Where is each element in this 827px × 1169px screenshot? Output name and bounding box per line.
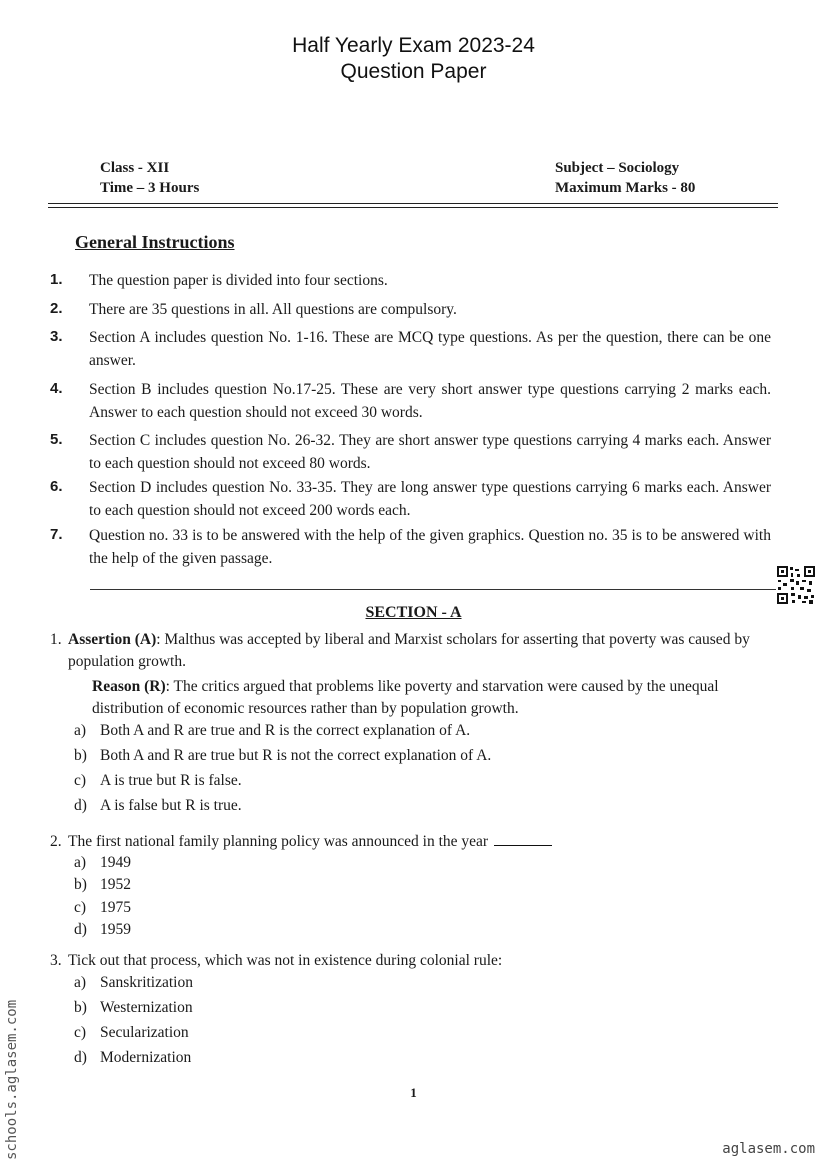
page-number: 1	[410, 1085, 417, 1100]
instruction-number: 7.	[50, 526, 63, 543]
option-text: 1952	[100, 876, 131, 893]
option-text: Sanskritization	[100, 974, 193, 991]
instructions-heading: General Instructions	[75, 232, 235, 252]
option-text: 1949	[100, 854, 131, 871]
instruction-number: 2.	[50, 300, 63, 317]
instruction-number: 5.	[50, 431, 63, 448]
option-text: Both A and R are true but R is not the correct explanation of A.	[100, 747, 492, 764]
instruction-text: Section A includes question No. 1-16. These are MCQ type questions. As per the question, there can be one answer.	[89, 329, 771, 369]
question-2	[68, 831, 772, 853]
option-label: b)	[74, 876, 87, 893]
option-text: A is true but R is false.	[100, 772, 242, 789]
option-label: c)	[74, 1024, 87, 1041]
option-label: c)	[74, 899, 87, 916]
option-label: a)	[74, 854, 87, 871]
question-1-assertion	[68, 629, 772, 673]
side-watermark: schools.aglasem.com	[4, 999, 20, 1160]
section-a-title	[0, 604, 827, 622]
qr-code-icon	[776, 565, 816, 605]
instruction-text: There are 35 questions in all. All questions are compulsory.	[89, 301, 457, 318]
assertion-label: Assertion (A)	[68, 631, 157, 648]
option-item	[74, 874, 131, 896]
header-divider-top	[48, 203, 778, 204]
subject-label: Subject – Sociology	[555, 160, 680, 176]
question-1-reason	[92, 676, 772, 720]
option-label: d)	[74, 1049, 87, 1066]
option-text: 1975	[100, 899, 131, 916]
option-item	[74, 795, 242, 817]
marks-label: Maximum Marks - 80	[555, 180, 696, 196]
option-item	[74, 745, 491, 767]
instruction-text: The question paper is divided into four sections.	[89, 272, 388, 289]
option-label: d)	[74, 797, 87, 814]
instruction-number: 6.	[50, 478, 63, 495]
reason-text: : The critics argued that problems like poverty and starvation were caused by the unequal distribution of economic resources rather than by population growth.	[92, 678, 719, 717]
instruction-number: 4.	[50, 380, 63, 397]
paper-subtitle: Question Paper	[340, 60, 487, 83]
option-label: d)	[74, 921, 87, 938]
question-3: Tick out that process, which was not in existence during colonial rule:	[68, 952, 503, 969]
instruction-text: Section D includes question No. 33-35. They are long answer type questions carrying 6 marks each. Answer to each question should not exceed 200 words each.	[89, 479, 771, 519]
option-label: a)	[74, 722, 87, 739]
option-text: 1959	[100, 921, 131, 938]
option-item	[74, 919, 131, 941]
paper-title: Half Yearly Exam 2023-24	[292, 34, 535, 57]
question-text: The first national family planning policy was announced in the year	[68, 833, 489, 850]
time-label: Time – 3 Hours	[100, 180, 200, 196]
question-number: 3.	[50, 952, 62, 969]
option-text: Secularization	[100, 1024, 189, 1041]
option-text: Both A and R are true and R is the correct explanation of A.	[100, 722, 471, 739]
option-label: a)	[74, 974, 87, 991]
option-item	[74, 852, 131, 874]
section-divider	[90, 589, 778, 590]
option-item	[74, 1047, 191, 1069]
question-number: 1.	[50, 631, 62, 648]
option-text: Modernization	[100, 1049, 192, 1066]
question-number: 2.	[50, 833, 62, 850]
option-text: Westernization	[100, 999, 193, 1016]
answer-blank	[494, 833, 552, 846]
assertion-text: : Malthus was accepted by liberal and Marxist scholars for asserting that poverty was caused by population growth.	[68, 631, 750, 670]
instruction-number: 3.	[50, 328, 63, 345]
option-item	[74, 897, 131, 919]
option-label: c)	[74, 772, 87, 789]
class-label: Class - XII	[100, 160, 170, 176]
option-label: b)	[74, 747, 87, 764]
instruction-number: 1.	[50, 271, 63, 288]
option-item	[74, 770, 242, 792]
option-item	[74, 972, 193, 994]
option-label: b)	[74, 999, 87, 1016]
option-text: A is false but R is true.	[100, 797, 242, 814]
option-item	[74, 997, 193, 1019]
instruction-text: Section C includes question No. 26-32. They are short answer type questions carrying 4 marks each. Answer to each question should not exceed 80 words.	[89, 432, 771, 472]
footer-watermark: aglasem.com	[722, 1141, 815, 1157]
option-item	[74, 1022, 189, 1044]
instruction-text: Section B includes question No.17-25. These are very short answer type questions carrying 2 marks each. Answer to each question should not exceed 30 words.	[89, 381, 771, 421]
header-divider-bottom	[48, 207, 778, 208]
section-a-title-text: SECTION - A	[365, 604, 462, 621]
reason-label: Reason (R)	[92, 678, 166, 695]
instruction-text: Question no. 33 is to be answered with the help of the given graphics. Question no. 35 is to be answered with the help of the given passage.	[89, 527, 771, 567]
option-item	[74, 720, 470, 742]
